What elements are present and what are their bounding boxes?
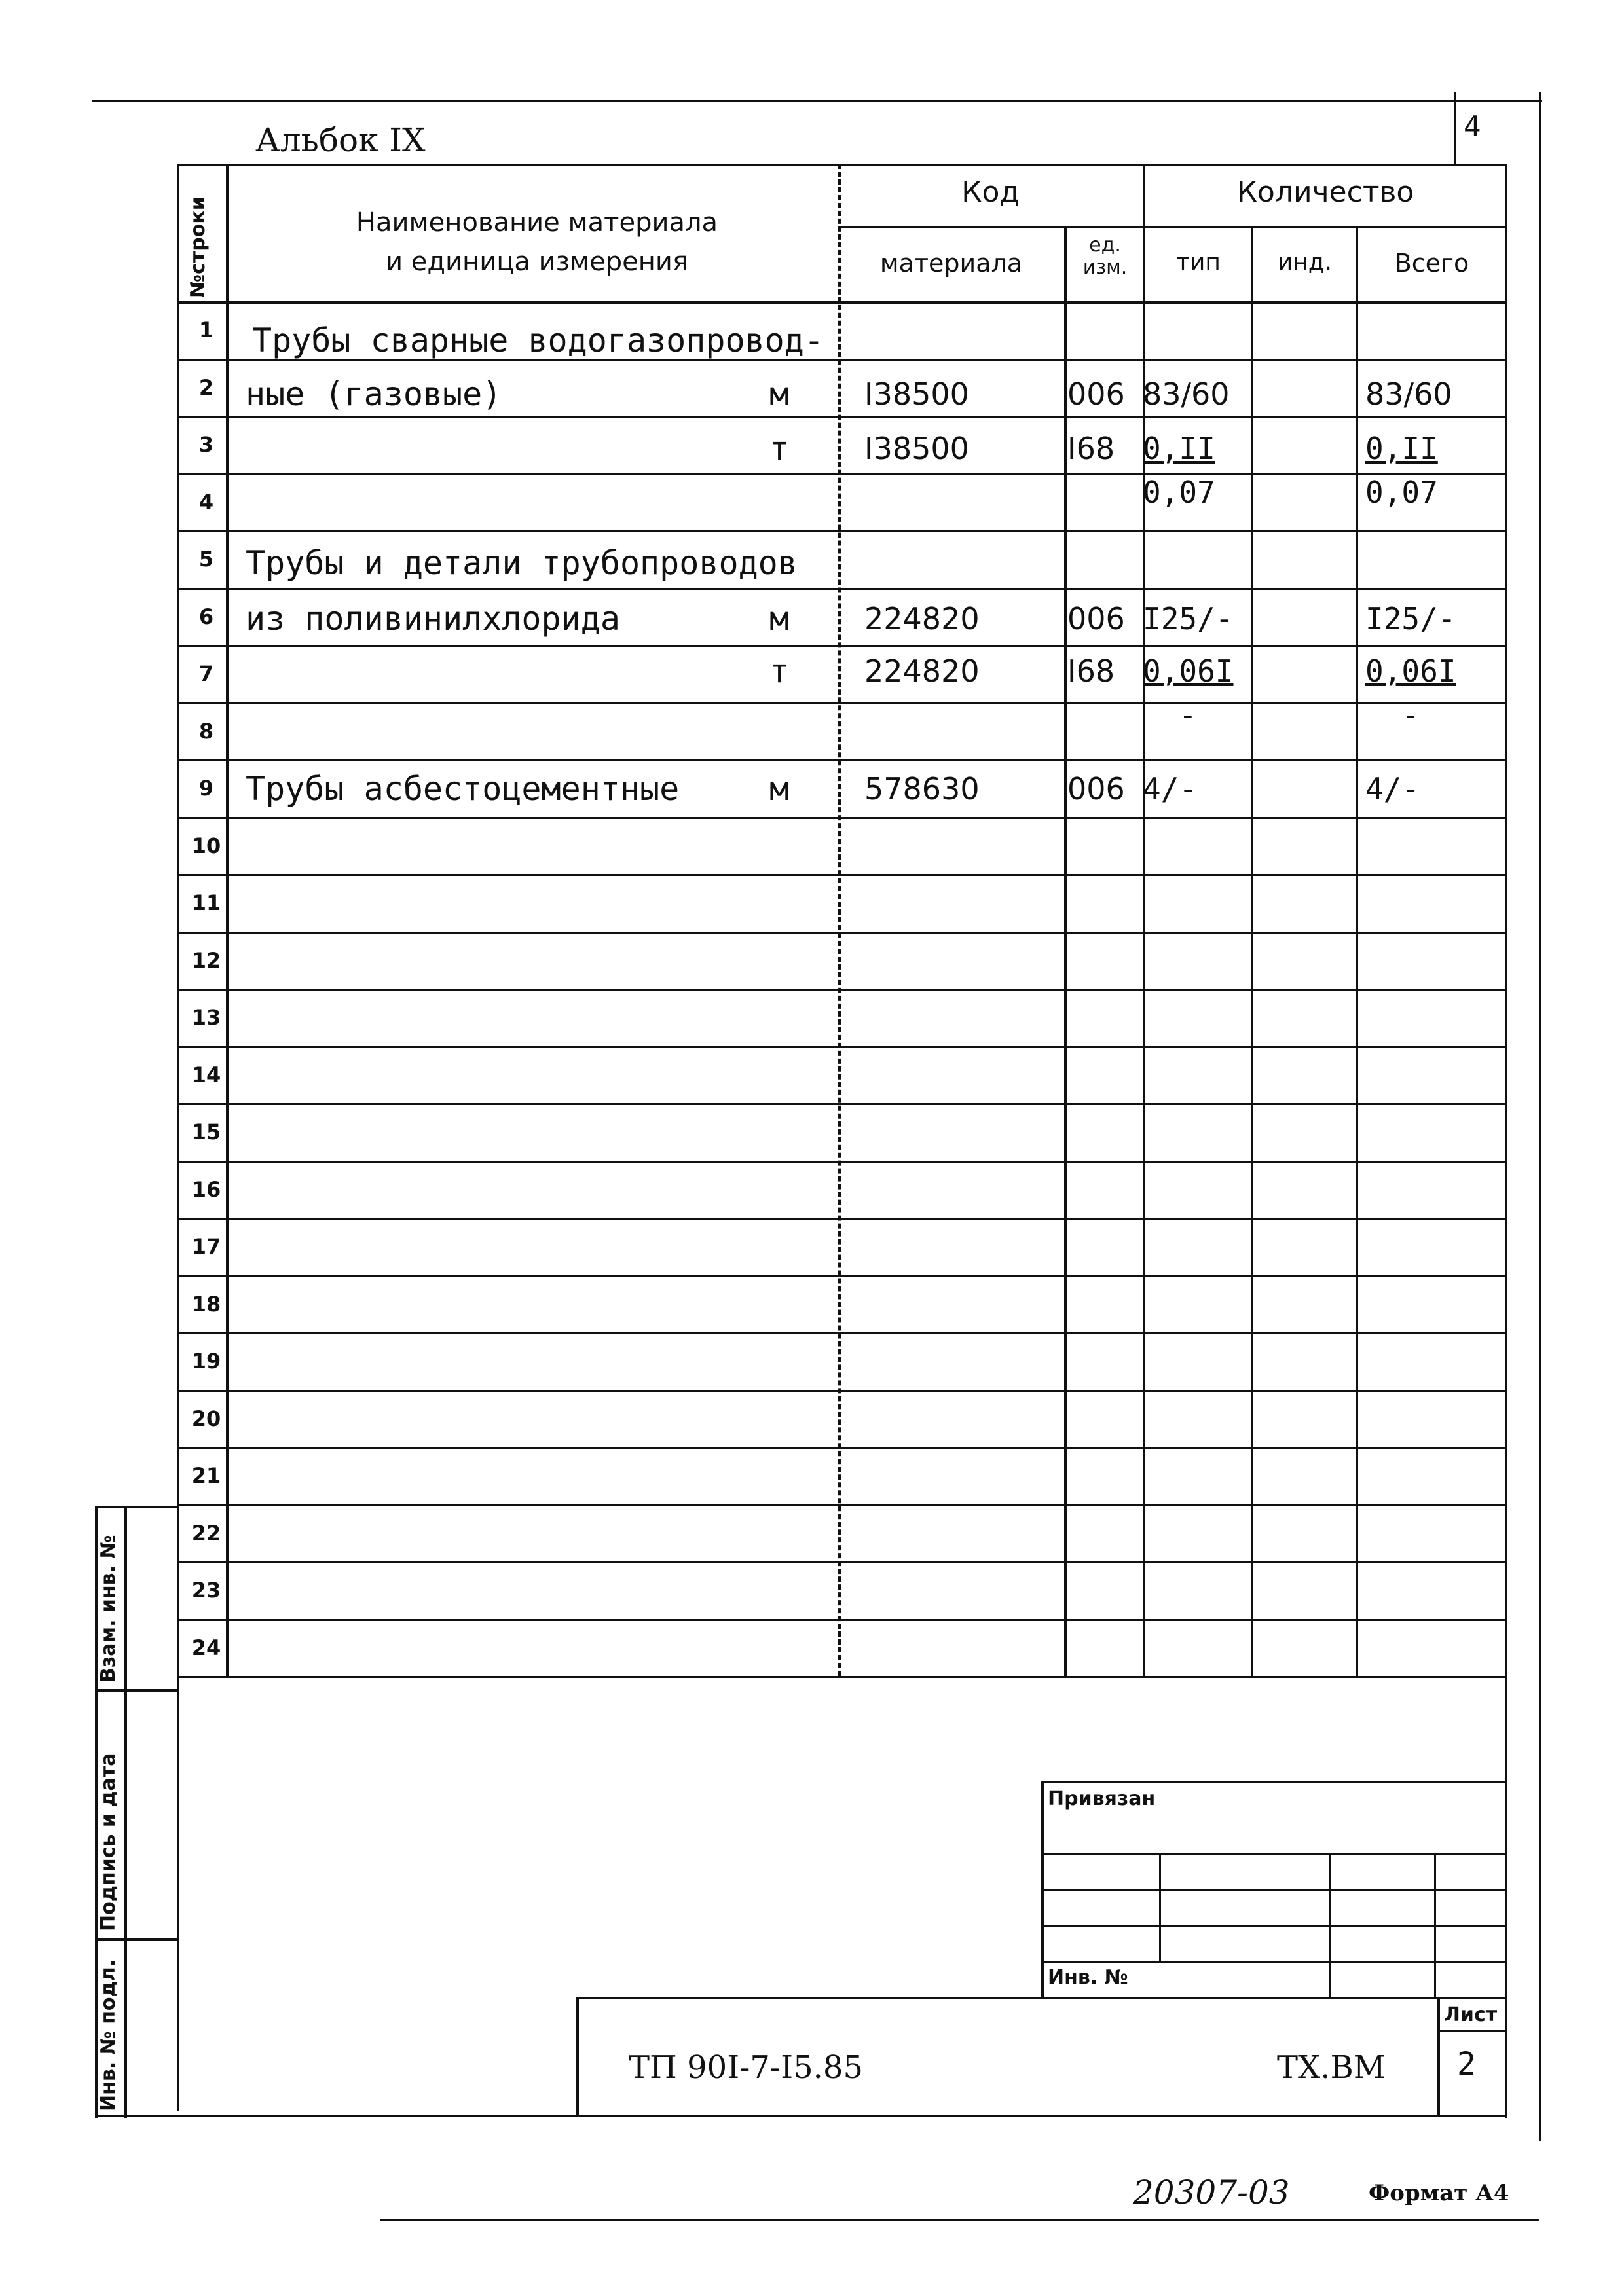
row-number: 10 <box>191 833 221 858</box>
privyazan-top <box>1041 1781 1506 1783</box>
row2-ed: 006 <box>1067 376 1125 412</box>
row-line <box>177 759 1505 761</box>
side-stamp-inner <box>124 1506 127 2118</box>
row-number: 7 <box>198 661 214 686</box>
row-number: 13 <box>191 1005 221 1030</box>
row-number: 3 <box>198 432 214 457</box>
row7-ed: I68 <box>1067 653 1115 689</box>
row-number: 1 <box>198 318 214 342</box>
row-line <box>177 416 1505 418</box>
row-line <box>177 530 1505 532</box>
row9-name: Трубы асбестоцементные <box>246 770 680 808</box>
row-number: 8 <box>198 719 214 744</box>
row6-ed: 006 <box>1067 601 1125 636</box>
row-number: 17 <box>191 1234 221 1259</box>
row-line <box>177 702 1505 704</box>
stamp-line-3 <box>1041 1925 1506 1927</box>
row6-name: из поливинилхлорида <box>246 600 620 638</box>
list-line <box>1437 2030 1506 2032</box>
row2-unit: м <box>769 375 790 413</box>
row9-code: 578630 <box>864 771 980 807</box>
row-number: 9 <box>198 776 214 801</box>
row6-code: 224820 <box>864 601 980 636</box>
stamp-vline-2 <box>1329 1853 1331 1997</box>
row6-total: I25/- <box>1365 601 1456 636</box>
table-right <box>1505 164 1507 2118</box>
row2-tip: 83/60 <box>1143 376 1230 412</box>
quantity-column-header: Количество <box>1236 175 1414 209</box>
row-line <box>177 1218 1505 1220</box>
table-left <box>177 164 179 2111</box>
table-top <box>177 164 1506 166</box>
row1-name: Трубы сварные водогазопровод- <box>252 321 824 359</box>
row-line <box>177 588 1505 590</box>
row-line <box>177 874 1505 876</box>
row-number: 6 <box>198 604 214 629</box>
stamp-line-4 <box>1041 1961 1506 1963</box>
album-title: Альбок IX <box>255 121 426 159</box>
list-value: 2 <box>1457 2046 1476 2083</box>
code-unit-header: ед. изм. <box>1082 234 1128 279</box>
row8-tip: - <box>1179 697 1197 733</box>
row3-total: 0,II <box>1365 431 1438 466</box>
side-label-podpis: Подпись и дата <box>97 1753 120 1931</box>
row2-name: ные (газовые) <box>246 375 502 413</box>
stamp-vline-1 <box>1159 1853 1161 1961</box>
row-number: 15 <box>191 1120 221 1144</box>
row7-total: 0,06I <box>1365 653 1456 689</box>
row-number: 2 <box>198 375 214 400</box>
doc-block-left <box>576 1997 579 2115</box>
row9-tip: 4/- <box>1143 771 1198 807</box>
qty-total-header: Всего <box>1394 249 1469 278</box>
row7-code: 224820 <box>864 653 980 689</box>
row-number: 5 <box>198 547 214 572</box>
footer-format: Формат А4 <box>1369 2180 1509 2206</box>
stamp-vline-3 <box>1434 1853 1436 1997</box>
row-line <box>177 1275 1505 1277</box>
doc-block-top <box>576 1997 1506 1999</box>
title-block-bottom <box>177 2115 1506 2117</box>
row-line <box>177 1561 1505 1563</box>
qty-ind-header: инд. <box>1277 249 1333 276</box>
row-line <box>177 989 1505 991</box>
header-sub-line <box>838 226 1505 228</box>
row-number: 24 <box>191 1635 221 1660</box>
row-line <box>177 1046 1505 1048</box>
tip-ind-divider <box>1251 226 1253 1676</box>
page-number-divider <box>1454 92 1456 164</box>
row2-code: I38500 <box>864 376 969 412</box>
row-line <box>177 1390 1505 1392</box>
row7-unit: т <box>769 652 790 690</box>
row9-total: 4/- <box>1365 771 1420 807</box>
name-column-header: Наименование материала и единица измерения <box>356 208 718 277</box>
stamp-line-2 <box>1041 1889 1506 1891</box>
row8-total: - <box>1401 697 1420 733</box>
row3-code: I38500 <box>864 431 969 466</box>
side-stamp-div2 <box>95 1938 177 1941</box>
row7-tip: 0,06I <box>1143 653 1234 689</box>
document-code: ТП 90I-7-I5.85 <box>629 2049 863 2086</box>
document-mark: ТХ.ВМ <box>1277 2049 1386 2086</box>
row-number: 16 <box>191 1177 221 1202</box>
row4-tip: 0,07 <box>1143 475 1215 510</box>
row-line <box>177 473 1505 475</box>
name-code-divider <box>838 164 841 1676</box>
row-number: 21 <box>191 1463 221 1488</box>
row-number: 22 <box>191 1521 221 1546</box>
row-line <box>177 932 1505 934</box>
row9-ed: 006 <box>1067 771 1125 807</box>
side-label-inv-podl: Инв. № подл. <box>97 1959 120 2111</box>
side-stamp-top <box>95 1506 177 1508</box>
top-border <box>92 100 1542 102</box>
row-line <box>177 817 1505 819</box>
inv-no-label: Инв. № <box>1048 1966 1128 1989</box>
list-divider <box>1437 1997 1440 2115</box>
footer-number: 20307-03 <box>1133 2174 1290 2212</box>
row3-unit: т <box>769 429 790 467</box>
code-material-header: материала <box>879 249 1023 278</box>
row-number: 12 <box>191 948 221 973</box>
footer-line <box>380 2219 1539 2221</box>
row-line <box>177 1619 1505 1621</box>
privyazan-label: Привязан <box>1048 1787 1156 1810</box>
row-number: 20 <box>191 1406 221 1431</box>
row5-name: Трубы и детали трубопроводов <box>246 544 798 582</box>
row-line <box>177 645 1505 647</box>
row-line <box>177 1504 1505 1506</box>
header-bottom <box>177 301 1505 304</box>
row-number: 18 <box>191 1292 221 1317</box>
ind-total-divider <box>1356 226 1358 1676</box>
row9-unit: м <box>769 770 790 808</box>
row-line <box>177 1161 1505 1163</box>
row3-ed: I68 <box>1067 431 1115 466</box>
row-number: 19 <box>191 1349 221 1374</box>
right-border <box>1539 92 1541 2141</box>
row-line <box>177 1103 1505 1105</box>
code-column-header: Код <box>961 175 1020 209</box>
row4-total: 0,07 <box>1365 475 1438 510</box>
stamp-line-1 <box>1041 1853 1506 1855</box>
row-line <box>177 1676 1505 1678</box>
side-stamp-div1 <box>95 1689 177 1692</box>
code-unit-divider <box>1064 226 1067 1676</box>
row-line <box>177 1332 1505 1334</box>
row-line <box>177 1447 1505 1449</box>
row-number: 11 <box>191 890 221 915</box>
list-label: Лист <box>1444 2003 1498 2026</box>
side-label-vzam: Взам. инв. № <box>97 1535 120 1683</box>
row-number: 23 <box>191 1578 221 1603</box>
row-number: 14 <box>191 1063 221 1087</box>
qty-type-header: тип <box>1176 249 1221 276</box>
row6-unit: м <box>769 600 790 638</box>
row2-total: 83/60 <box>1365 376 1452 412</box>
row6-tip: I25/- <box>1143 601 1234 636</box>
rownum-divider <box>226 164 229 1676</box>
row-number: 4 <box>198 490 214 515</box>
page-number: 4 <box>1464 110 1481 143</box>
row3-tip: 0,II <box>1143 431 1215 466</box>
row-number-header: №строки <box>187 196 210 298</box>
